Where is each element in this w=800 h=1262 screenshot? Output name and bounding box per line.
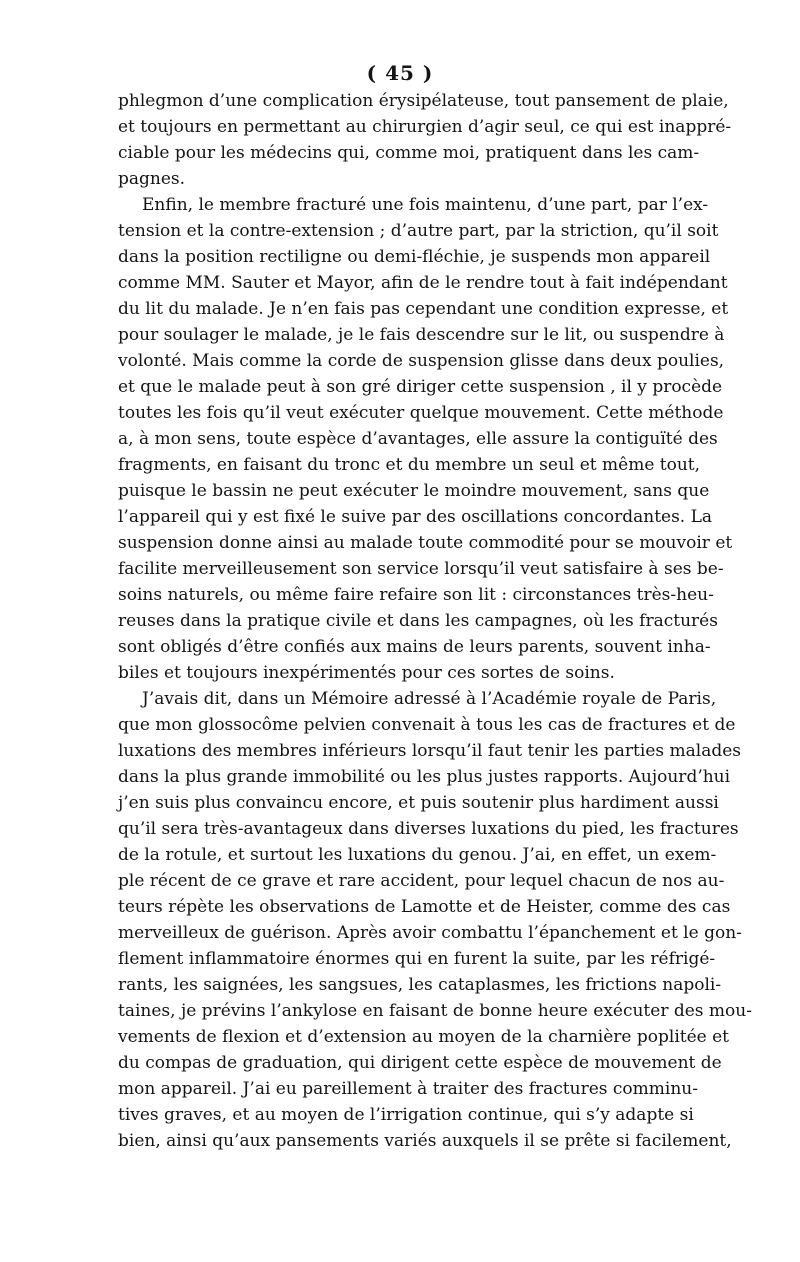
text-line: vements de flexion et d’extension au moyen de la charnière poplitée et <box>118 1027 730 1047</box>
text-line: teurs répète les observations de Lamotte et de Heister, comme des cas <box>118 897 731 917</box>
text-line: j’en suis plus convaincu encore, et puis soutenir plus hardiment aussi <box>118 793 719 813</box>
text-line: et que le malade peut à son gré diriger cette suspension , il y procède <box>118 377 723 397</box>
text-line: tension et la contre-extension ; d’autre part, par la striction, qu’il soit <box>118 221 719 241</box>
text-line: puisque le bassin ne peut exécuter le moindre mouvement, sans que <box>118 481 710 501</box>
text-line: luxations des membres inférieurs lorsqu’il faut tenir les parties malades <box>118 741 741 761</box>
text-line: tives graves, et au moyen de l’irrigation continue, qui s’y adapte si <box>118 1105 694 1125</box>
paragraph <box>118 686 752 1154</box>
text-line: du lit du malade. Je n’en fais pas cependant une condition expresse, et <box>118 299 729 319</box>
paragraph <box>118 192 733 686</box>
text-line: dans la position rectiligne ou demi-fléchie, je suspends mon appareil <box>118 247 711 267</box>
text-line: pagnes. <box>118 169 186 189</box>
text-line: suspension donne ainsi au malade toute commodité pour se mouvoir et <box>118 533 733 553</box>
text-line: ple récent de ce grave et rare accident, pour lequel chacun de nos au- <box>118 871 725 891</box>
text-line: de la rotule, et surtout les luxations du genou. J’ai, en effet, un exem- <box>118 845 717 865</box>
text-line: fragments, en faisant du tronc et du membre un seul et même tout, <box>118 455 701 475</box>
body-text <box>118 88 752 1154</box>
text-line: facilite merveilleusement son service lorsqu’il veut satisfaire à ses be- <box>118 559 724 579</box>
text-line: rants, les saignées, les sangsues, les cataplasmes, les frictions napoli- <box>118 975 722 995</box>
text-line: toutes les fois qu’il veut exécuter quelque mouvement. Cette méthode <box>118 403 724 423</box>
text-line: bien, ainsi qu’aux pansements variés auxquels il se prête si facilement, <box>118 1131 732 1151</box>
text-line: sont obligés d’être confiés aux mains de leurs parents, souvent inha- <box>118 637 711 657</box>
text-line: et toujours en permettant au chirurgien d’agir seul, ce qui est inappré- <box>118 117 732 137</box>
text-line: ciable pour les médecins qui, comme moi, pratiquent dans les cam- <box>118 143 700 163</box>
paragraph <box>118 88 732 192</box>
text-line: Enfin, le membre fracturé une fois maintenu, d’une part, par l’ex- <box>142 195 709 215</box>
text-line: mon appareil. J’ai eu pareillement à traiter des fractures comminu- <box>118 1079 698 1099</box>
text-line: soins naturels, ou même faire refaire son lit : circonstances très-heu- <box>118 585 714 605</box>
text-line: dans la plus grande immobilité ou les plus justes rapports. Aujourd’hui <box>118 767 731 787</box>
text-line: qu’il sera très-avantageux dans diverses luxations du pied, les fractures <box>118 819 739 839</box>
text-line: phlegmon d’une complication érysipélateuse, tout pansement de plaie, <box>118 91 729 111</box>
text-line: flement inflammatoire énormes qui en furent la suite, par les réfrigé- <box>118 949 716 969</box>
text-line: du compas de graduation, qui dirigent cette espèce de mouvement de <box>118 1053 722 1073</box>
text-line: a, à mon sens, toute espèce d’avantages, elle assure la contiguïté des <box>118 429 718 449</box>
text-line: que mon glossocôme pelvien convenait à tous les cas de fractures et de <box>118 715 736 735</box>
page-number: ( 45 ) <box>366 61 434 85</box>
text-line: biles et toujours inexpérimentés pour ces sortes de soins. <box>118 663 615 683</box>
text-line: l’appareil qui y est fixé le suive par des oscillations concordantes. La <box>118 507 713 527</box>
text-line: comme MM. Sauter et Mayor, afin de le rendre tout à fait indépendant <box>118 273 728 293</box>
text-line: volonté. Mais comme la corde de suspension glisse dans deux poulies, <box>118 351 725 371</box>
text-line: merveilleux de guérison. Après avoir combattu l’épanchement et le gon- <box>118 923 742 943</box>
text-line: reuses dans la pratique civile et dans les campagnes, où les fracturés <box>118 611 718 631</box>
text-line: J’avais dit, dans un Mémoire adressé à l’Académie royale de Paris, <box>142 689 717 709</box>
text-line: pour soulager le malade, je le fais descendre sur le lit, ou suspendre à <box>118 325 725 345</box>
text-line: taines, je prévins l’ankylose en faisant de bonne heure exécuter des mou- <box>118 1001 752 1021</box>
